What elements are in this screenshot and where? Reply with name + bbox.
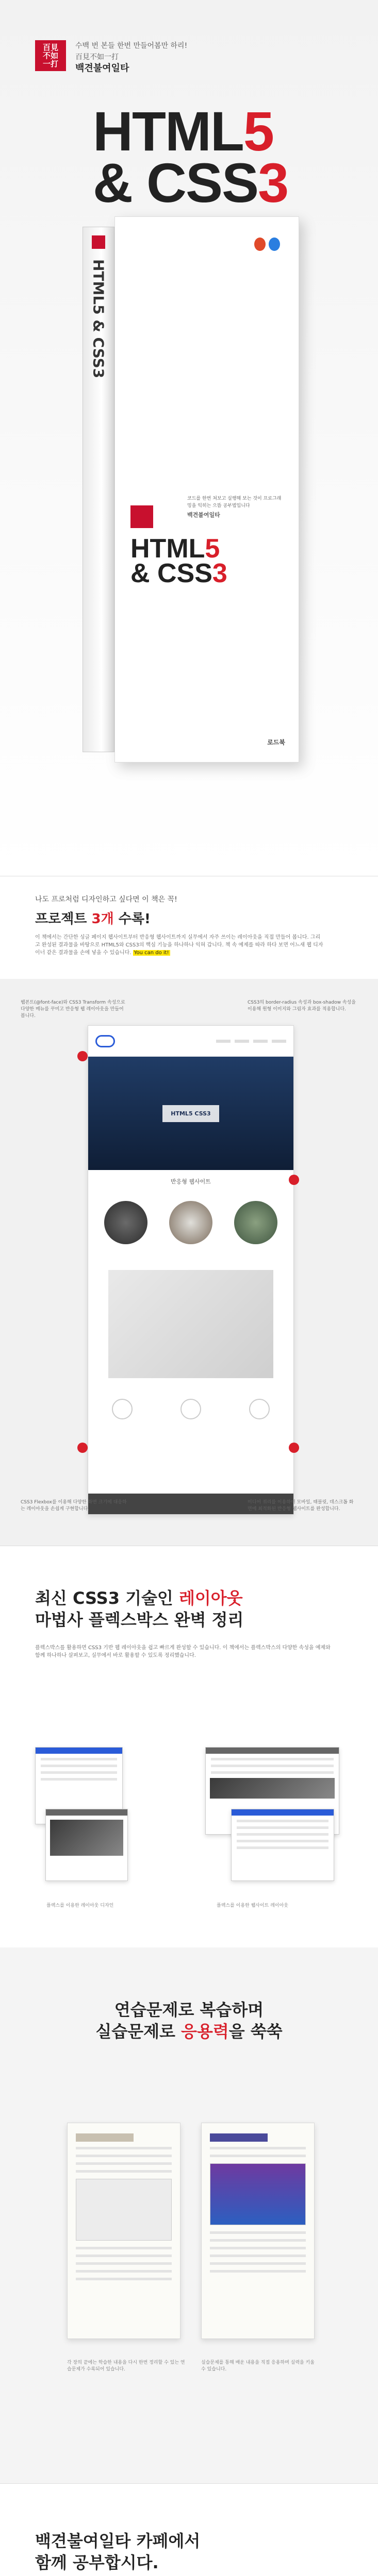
intro-lead: 나도 프로처럼 디자인하고 싶다면 이 책은 꼭! [35, 895, 177, 904]
hero-series-hanja: 百見不如一打 [75, 53, 119, 61]
demo-site-nav [88, 1026, 293, 1057]
hero-series-name: 백견불여일타 [75, 63, 129, 74]
hero-title-html: HTML [93, 100, 243, 162]
flexbox-caption-right: 플렉스를 이용한 웹사이트 레이아웃 [217, 1903, 288, 1908]
note-bottom-left: CSS3 Flexbox를 이용해 다양한 화면 크기에 대응하는 레이아웃을 손쉽게 구현합니다. [21, 1500, 127, 1512]
spine-logo-icon [92, 235, 105, 249]
cover-title: HTML5 & CSS3 [130, 534, 227, 588]
hero-top [35, 40, 187, 74]
flexbox-screenshots [35, 1747, 344, 1886]
callout-pin-icon [77, 1051, 88, 1061]
hero-title-5: 5 [243, 100, 273, 162]
screenshot-4 [231, 1809, 334, 1881]
note-top-right: CSS3의 border-radius 속성과 box-shadow 속성을 이용해 원형 이미지와 그림자 효과를 적용합니다. [248, 1000, 356, 1012]
book-front [114, 216, 299, 762]
intro-body: 이 책에서는 간단한 싱글 페이지 웹사이트부터 반응형 웹사이트까지 실무에서 자주 쓰이는 레이아웃을 직접 만들어 봅니다. 그리고 완성된 결과물을 바탕으로 HTML5와 CSS3의 핵심 기능을 하나하나 익혀 갑니다. 책 속 예제를 따라 하다 보면 어느새 웹 디자이너 같은 결과물을 손에 넣을 수 있습니다. You can do it! [35, 935, 323, 956]
cover-note: 코드를 한번 쳐보고 실행해 보는 것이 프로그래밍을 익히는 으뜸 공부법입니다 백견불여일타 [187, 496, 282, 518]
badge-line-3: 一打 [42, 59, 58, 69]
cover-series-logo-icon [130, 505, 153, 528]
cover-publisher: 로드북 [267, 739, 285, 746]
demo-site-icons [88, 1388, 293, 1430]
spine-title: HTML5 & CSS3 [90, 259, 107, 379]
exercise-title: 연습문제로 복습하며 실습문제로 응용력을 쑥쑥 [95, 2000, 283, 2041]
callout-pin-icon [289, 1443, 299, 1453]
circle-image-1 [104, 1201, 147, 1244]
cafe-section [0, 2483, 378, 2576]
hero-copy [75, 40, 187, 74]
book-cover-image [83, 216, 299, 762]
cafe-title: 백견불여일타 카페에서 함께 공부합시다. [35, 2531, 201, 2572]
callout-pin-icon [289, 1175, 299, 1185]
circle-image-2 [169, 1201, 212, 1244]
flexbox-title: 최신 CSS3 기술인 레이아웃 마법사 플렉스박스 완벽 정리 [35, 1588, 244, 1630]
badge-line-2: 不如 [42, 51, 58, 60]
flexbox-section [0, 1546, 378, 1947]
practice-page-image [201, 2123, 315, 2339]
exercise-page-image [67, 2123, 180, 2339]
hero-title [93, 100, 288, 214]
note-top-left: 웹폰트(@font-face)와 CSS3 Transform 속성으로 다양한 메뉴를 꾸미고 반응형 웹 레이아웃을 만들어 봅니다. [21, 1000, 125, 1019]
demo-site-circles [88, 1185, 293, 1260]
demo-site-hero-text: HTML5 CSS3 [162, 1105, 219, 1122]
screenshot-2 [45, 1809, 128, 1881]
intro-section [0, 876, 378, 979]
series-badge [35, 40, 66, 71]
intro-slogan: You can do it! [134, 950, 169, 956]
demo-website-screenshot [88, 1025, 294, 1515]
circle-image-3 [234, 1201, 277, 1244]
hero-title-3: 3 [258, 151, 288, 214]
flexbox-caption-left: 플렉스를 이용한 레이아웃 디자인 [46, 1903, 114, 1908]
demo-site-logo-icon [95, 1035, 115, 1047]
demo-site-menu [216, 1040, 286, 1043]
demo-site-subhead: 반응형 웹사이트 [171, 1178, 211, 1185]
exercise-section [0, 1947, 378, 2483]
note-bottom-right: 미디어 쿼리를 이용하여 모바일, 태블릿, 데스크톱 화면에 최적화된 반응형 웹사이트를 완성합니다. [248, 1500, 354, 1512]
hero-tagline: 수백 번 본들 한번 만들어봄만 하리! [75, 42, 188, 50]
demo-site-photo [108, 1270, 273, 1378]
demo-site-hero [88, 1057, 293, 1170]
flexbox-body: 플렉스박스를 활용하면 CSS3 기반 웹 레이아웃을 쉽고 빠르게 완성할 수 있습니다. 이 책에서는 플렉스박스의 다양한 속성을 예제와 함께 하나하나 살펴보고, 실무에서 바로 활용할 수 있도록 정리했습니다. [35, 1645, 331, 1658]
book-spine [83, 227, 114, 752]
cover-sticker-icons [254, 238, 280, 251]
callout-pin-icon [77, 1443, 88, 1453]
badge-line-1: 百見 [42, 43, 58, 52]
exercise-caption-left: 각 장의 끝에는 학습한 내용을 다시 한번 정리할 수 있는 연습문제가 수록되어 있습니다. [67, 2360, 185, 2372]
website-demo-section [0, 979, 378, 1546]
intro-headline: 프로젝트 3개 수록! [35, 911, 151, 927]
exercise-caption-right: 실습문제를 통해 배운 내용을 직접 응용하며 실력을 키울 수 있습니다. [201, 2360, 315, 2372]
hero-title-css: & CSS [93, 151, 258, 214]
hero-section [0, 0, 378, 876]
